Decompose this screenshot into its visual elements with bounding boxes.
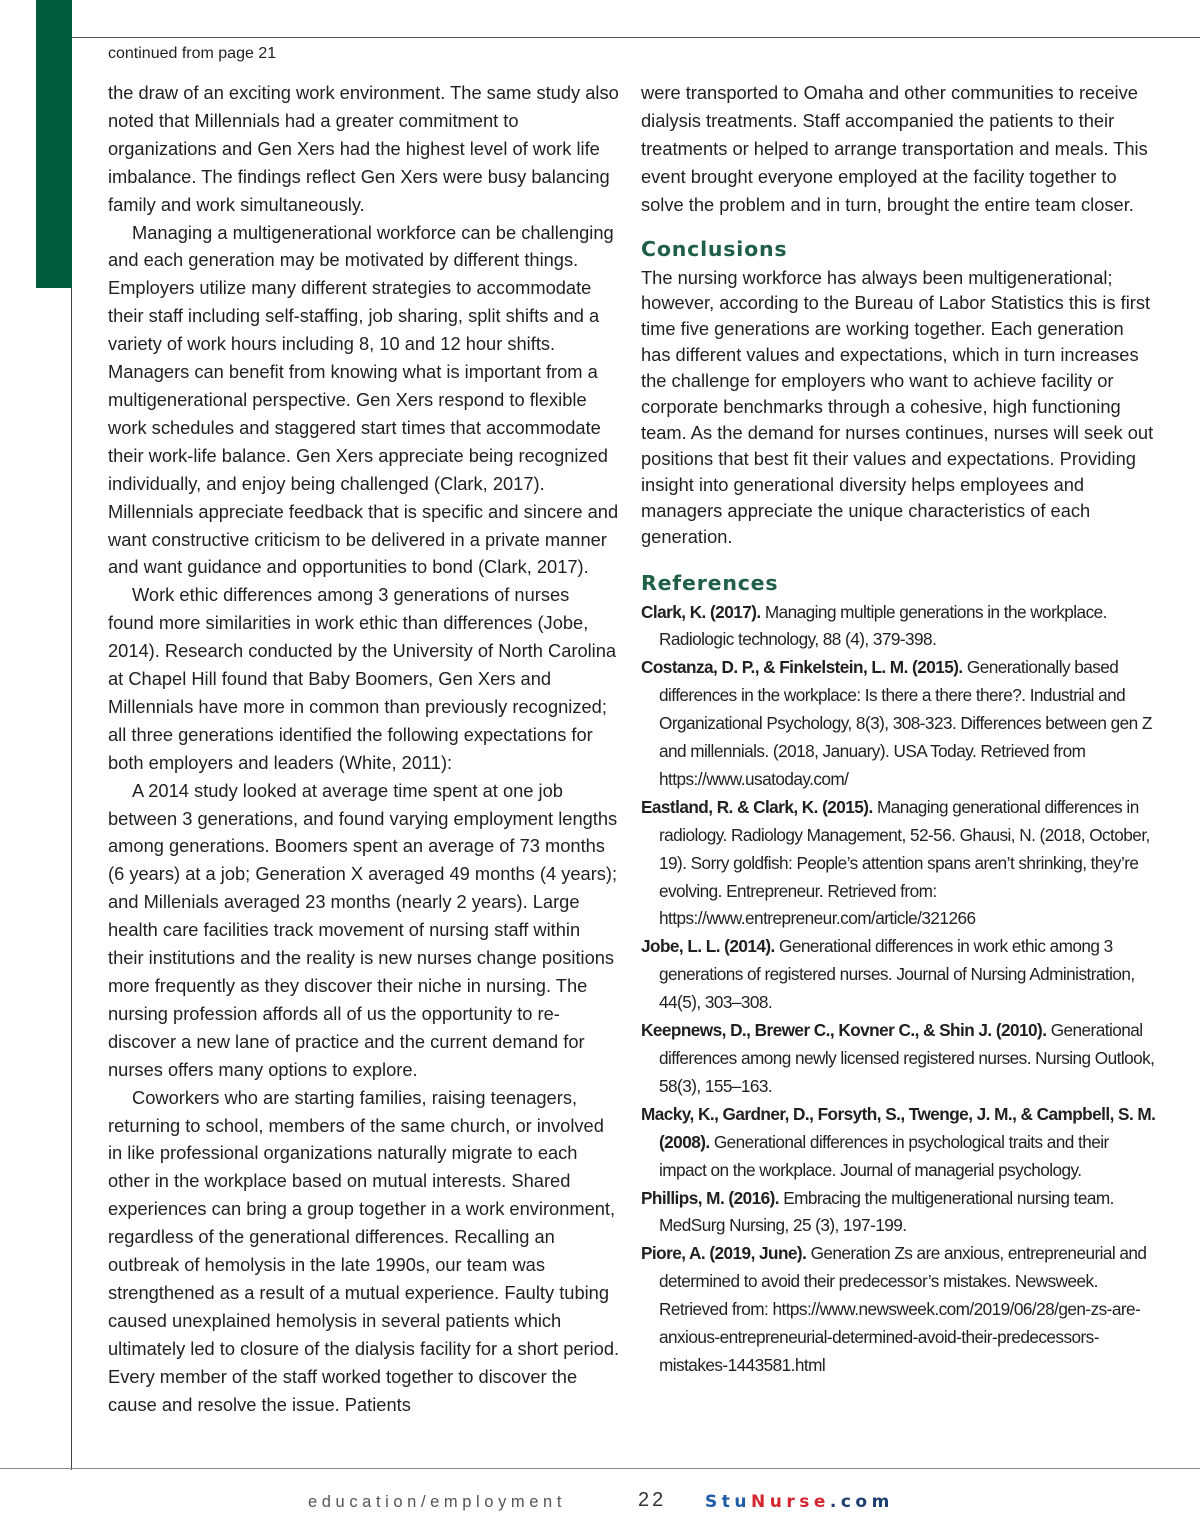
reference-text: Generational differences in psychological traits and their impact on the workplace. Journal of managerial psychology. <box>659 1131 1109 1180</box>
left-column <box>108 79 620 1419</box>
reference-author: Jobe, L. L. (2014). <box>641 936 775 957</box>
body-paragraph: Managing a multigenerational workforce can be challenging and each generation may be motivated by different things. Employers utilize many different strategies to accommodate their staff including self-staffing, job sharing, split shifts and a variety of work hours including 8, 10 and 12 hour shifts. Managers can benefit from knowing what is important from a multigenerational perspective. Gen Xers respond to flexible work schedules and staggered start times that accommodate their work-life balance. Gen Xers appreciate being recognized individually, and enjoy being challenged (Clark, 2017). Millennials appreciate feedback that is specific and sincere and want constructive criticism to be delivered in a private manner and want guidance and opportunities to bond (Clark, 2017). <box>108 221 619 578</box>
body-paragraph: were transported to Omaha and other communities to receive dialysis treatments. Staff accompanied the patients to their treatments or helped to arrange transportation and meals. This event brought everyone employed at the facility together to solve the problem and in turn, brought the entire team closer. <box>641 82 1148 215</box>
body-paragraph: Work ethic differences among 3 generations of nurses found more similarities in work ethic than differences (Jobe, 2014). Research conducted by the University of North Carolina at Chapel Hill found that Baby Boomers, Gen Xers and Millennials have more in common than previously recognized; all three generations identified the following expectations for both employers and leaders (White, 2011): <box>108 584 617 773</box>
page-footer <box>0 1488 1200 1518</box>
reference-item <box>641 1017 1156 1101</box>
conclusions-paragraph: The nursing workforce has always been multigenerational; however, according to the Bureau of Labor Statistics this is first time five generations are working together. Each generation has different values and expectations, which in turn increases the challenge for employers who want to achieve facility or corporate benchmarks through a cohesive, high functioning team. As the demand for nurses continues, nurses will seek out positions that best fit their values and expectations. Providing insight into generational diversity helps employees and managers appreciate the unique characteristics of each generation. <box>641 266 1154 547</box>
references-heading: References <box>641 570 779 595</box>
reference-item <box>641 794 1156 934</box>
footer-divider <box>0 1468 1200 1469</box>
reference-text: Embracing the multigenerational nursing team. MedSurg Nursing, 25 (3), 197-199. <box>659 1187 1114 1236</box>
reference-author: Macky, K., Gardner, D., Forsyth, S., Twenge, J. M., & Campbell, S. M. (2008). <box>641 1103 1156 1152</box>
reference-text: Managing generational differences in radiology. Radiology Management, 52-56. Ghausi, N. (2018, October, 19). Sorry goldfish: People’s attention spans aren’t shrinking, they’re evolving. Entrepreneur. Retrieved from: https://www.entrepreneur.com/article/321266 <box>659 796 1150 929</box>
reference-text: Generation Zs are anxious, entrepreneurial and determined to avoid their predecessor’s mistakes. Newsweek. Retrieved from: https://www.newsweek.com/2019/06/28/gen-zs-are-anxious-entrepreneurial-determined-avoid-their-predecessors-mistakes-1443581.html <box>659 1243 1147 1375</box>
continued-note: continued from page 21 <box>108 45 277 62</box>
brand-nurse: Nurse <box>750 1492 830 1512</box>
reference-author: Clark, K. (2017). <box>641 601 761 622</box>
body-paragraph: A 2014 study looked at average time spent at one job between 3 generations, and found varying employment lengths among generations. Boomers spent an average of 73 months (6 years) at a job; Generation X averaged 49 months (4 years); and Millenials averaged 23 months (nearly 2 years). Large health care facilities track movement of nursing staff within their institutions and the reality is new nurses change positions more frequently as they discover their niche in nursing. The nursing profession affords all of us the opportunity to re-discover a new lane of practice and the current demand for nurses offers many options to explore. <box>108 779 618 1080</box>
body-paragraph: Coworkers who are starting families, raising teenagers, returning to school, members of the same church, or involved in like professional organizations naturally migrate to each other in the workplace based on mutual interests. Shared experiences can bring a group together in a work environment, regardless of the generational differences. Recalling an outbreak of hemolysis in the late 1990s, our team was strengthened as a result of a mutual experience. Faulty tubing caused unexplained hemolysis in several patients which ultimately led to closure of the dialysis facility for a short period. Every member of the staff worked together to discover the cause and resolve the issue. Patients <box>108 1086 620 1415</box>
reference-item <box>641 1240 1156 1380</box>
conclusions-heading: Conclusions <box>641 236 788 261</box>
reference-text: Managing multiple generations in the workplace. Radiologic technology, 88 (4), 379-398. <box>659 601 1107 650</box>
reference-item <box>641 599 1156 655</box>
reference-list <box>641 599 1156 1380</box>
reference-author: Keepnews, D., Brewer C., Kovner C., & Shin J. (2010). <box>641 1020 1047 1041</box>
brand-logo <box>705 1492 894 1512</box>
reference-text: Generationally based differences in the workplace: Is there a there there?. Industrial and Organizational Psychology, 8(3), 308-323. Differences between gen Z and millennials. (2018, January). USA Today. Retrieved from https://www.usatoday.com/ <box>659 657 1152 789</box>
reference-author: Phillips, M. (2016). <box>641 1187 779 1208</box>
reference-author: Costanza, D. P., & Finkelstein, L. M. (2015). <box>641 657 963 678</box>
top-divider <box>72 37 1200 38</box>
footer-section-label: education/employment <box>308 1493 567 1511</box>
reference-item <box>641 654 1156 794</box>
reference-text: Generational differences in work ethic among 3 generations of registered nurses. Journal of Nursing Administration, 44(5), 303–308. <box>659 936 1135 1013</box>
reference-author: Piore, A. (2019, June). <box>641 1243 807 1264</box>
page-number: 22 <box>638 1489 667 1511</box>
reference-text: Generational differences among newly licensed registered nurses. Nursing Outlook, 58(3), 155–163. <box>659 1020 1155 1096</box>
right-column <box>641 79 1156 1380</box>
brand-stu: Stu <box>705 1492 751 1512</box>
reference-author: Eastland, R. & Clark, K. (2015). <box>641 796 873 817</box>
left-margin-rule <box>71 288 72 1470</box>
reference-item <box>641 1185 1156 1241</box>
reference-item <box>641 1101 1156 1185</box>
green-accent-bar <box>36 0 72 288</box>
body-paragraph: the draw of an exciting work environment. The same study also noted that Millennials had a greater commitment to organizations and Gen Xers had the highest level of work life imbalance. The findings reflect Gen Xers were busy balancing family and work simultaneously. <box>108 82 619 215</box>
reference-item <box>641 933 1156 1017</box>
brand-com: .com <box>829 1492 894 1512</box>
